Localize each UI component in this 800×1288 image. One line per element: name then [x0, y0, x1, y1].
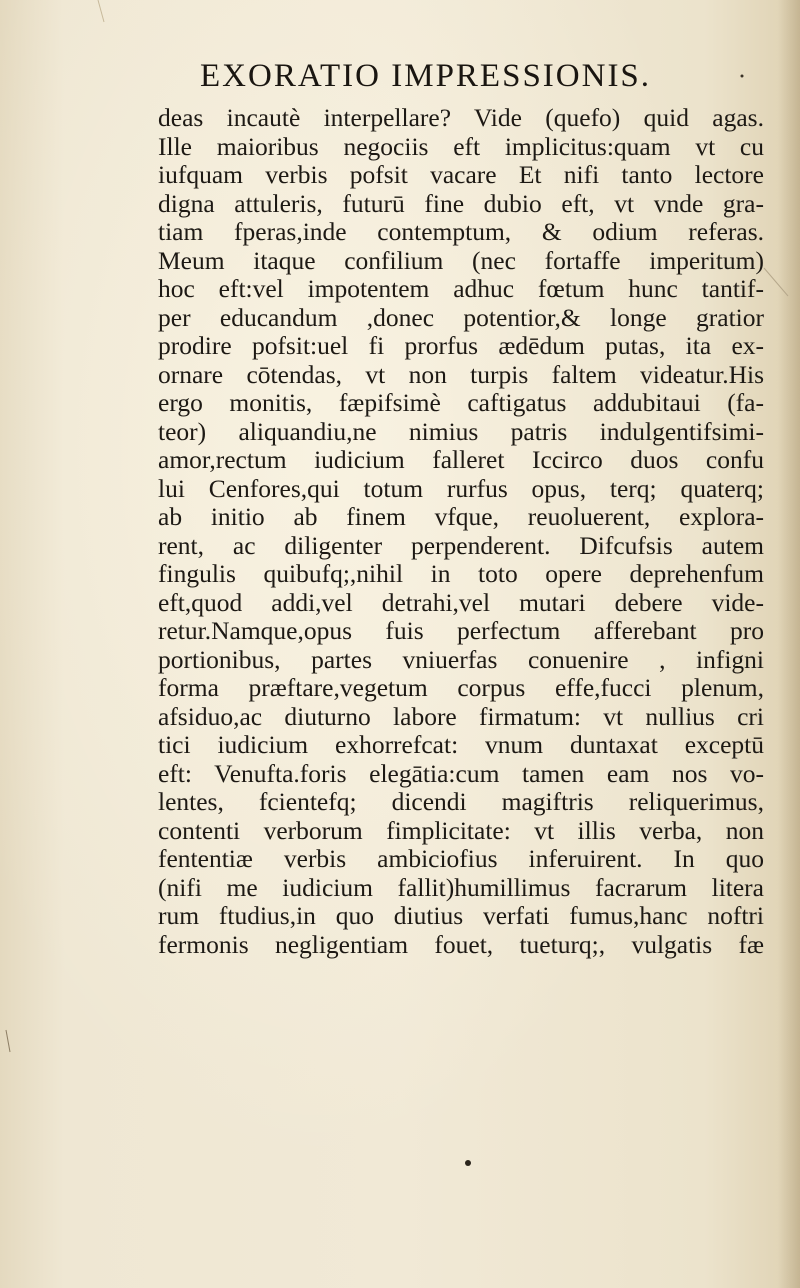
text-line: digna attuleris, futurū fine dubio eft, vt vnde gra- [158, 188, 764, 218]
ink-speck [465, 1160, 471, 1166]
text-line: prodire pofsit:uel fi prorfus ædēdum putas, ita ex- [158, 331, 764, 360]
ink-speck [741, 75, 744, 78]
text-line: ergo monitis, fæpifsimè caftigatus addubitaui (fa- [158, 388, 764, 417]
text-line: iufquam verbis pofsit vacare Et nifi tanto lectore [158, 160, 764, 189]
text-line: eft: Venufta.foris elegātia:cum tamen eam nos vo- [158, 758, 764, 788]
text-line: eft,quod addi,vel detrahi,vel mutari debere vide- [158, 587, 764, 617]
text-line: retur.Namque,opus fuis perfectum afferebant pro [158, 616, 764, 645]
text-line: (nifi me iudicium fallit)humillimus facrarum litera [158, 872, 764, 902]
text-line: deas incautè interpellare? Vide (quefo) quid agas. [158, 103, 764, 132]
text-line: Meum itaque confilium (nec fortaffe imperitum) [158, 245, 764, 275]
text-line: rum ftudius,in quo diutius verfati fumus,hanc noftri [158, 901, 764, 930]
text-line: fingulis quibufq;,nihil in toto opere deprehenfum [158, 559, 764, 588]
text-line: tiam fperas,inde contemptum, & odium referas. [158, 217, 764, 246]
body-text [158, 104, 764, 959]
running-head: EXORATIO IMPRESSIONIS. [200, 58, 652, 94]
text-line: contenti verborum fimplicitate: vt illis verba, non [158, 815, 764, 845]
page-edge-shadow [778, 0, 800, 1288]
text-line: teor) aliquandiu,ne nimius patris indulgentifsimi- [158, 416, 764, 446]
text-line: ornare cōtendas, vt non turpis faltem videatur.His [158, 359, 764, 389]
text-line: Ille maioribus negociis eft implicitus:quam vt cu [158, 131, 764, 161]
text-line: afsiduo,ac diuturno labore firmatum: vt nullius cri [158, 701, 764, 731]
text-line: hoc eft:vel impotentem adhuc fœtum hunc tantif- [158, 274, 764, 303]
text-line: forma præftare,vegetum corpus effe,fucci plenum, [158, 673, 764, 702]
text-line: portionibus, partes vniuerfas conuenire , infigni [158, 644, 764, 674]
text-line: lentes, fcientefq; dicendi magiftris reliquerimus, [158, 787, 764, 816]
text-line: fententiæ verbis ambiciofius inferuirent. In quo [158, 844, 764, 873]
text-line: ab initio ab finem vfque, reuoluerent, explora- [158, 502, 764, 531]
paper-crease [6, 1030, 10, 1052]
text-line: per educandum ,donec potentior,& longe gratior [158, 302, 764, 332]
text-line: amor,rectum iudicium falleret Iccirco duos confu [158, 445, 764, 474]
text-line: fermonis negligentiam fouet, tueturq;, vulgatis fæ [158, 929, 764, 959]
text-line: lui Cenfores,qui totum rurfus opus, terq; quaterq; [158, 473, 764, 503]
text-line: rent, ac diligenter perpenderent. Difcufsis autem [158, 530, 764, 560]
text-line: tici iudicium exhorrefcat: vnum duntaxat exceptū [158, 730, 764, 759]
paper-crease [98, 0, 104, 22]
